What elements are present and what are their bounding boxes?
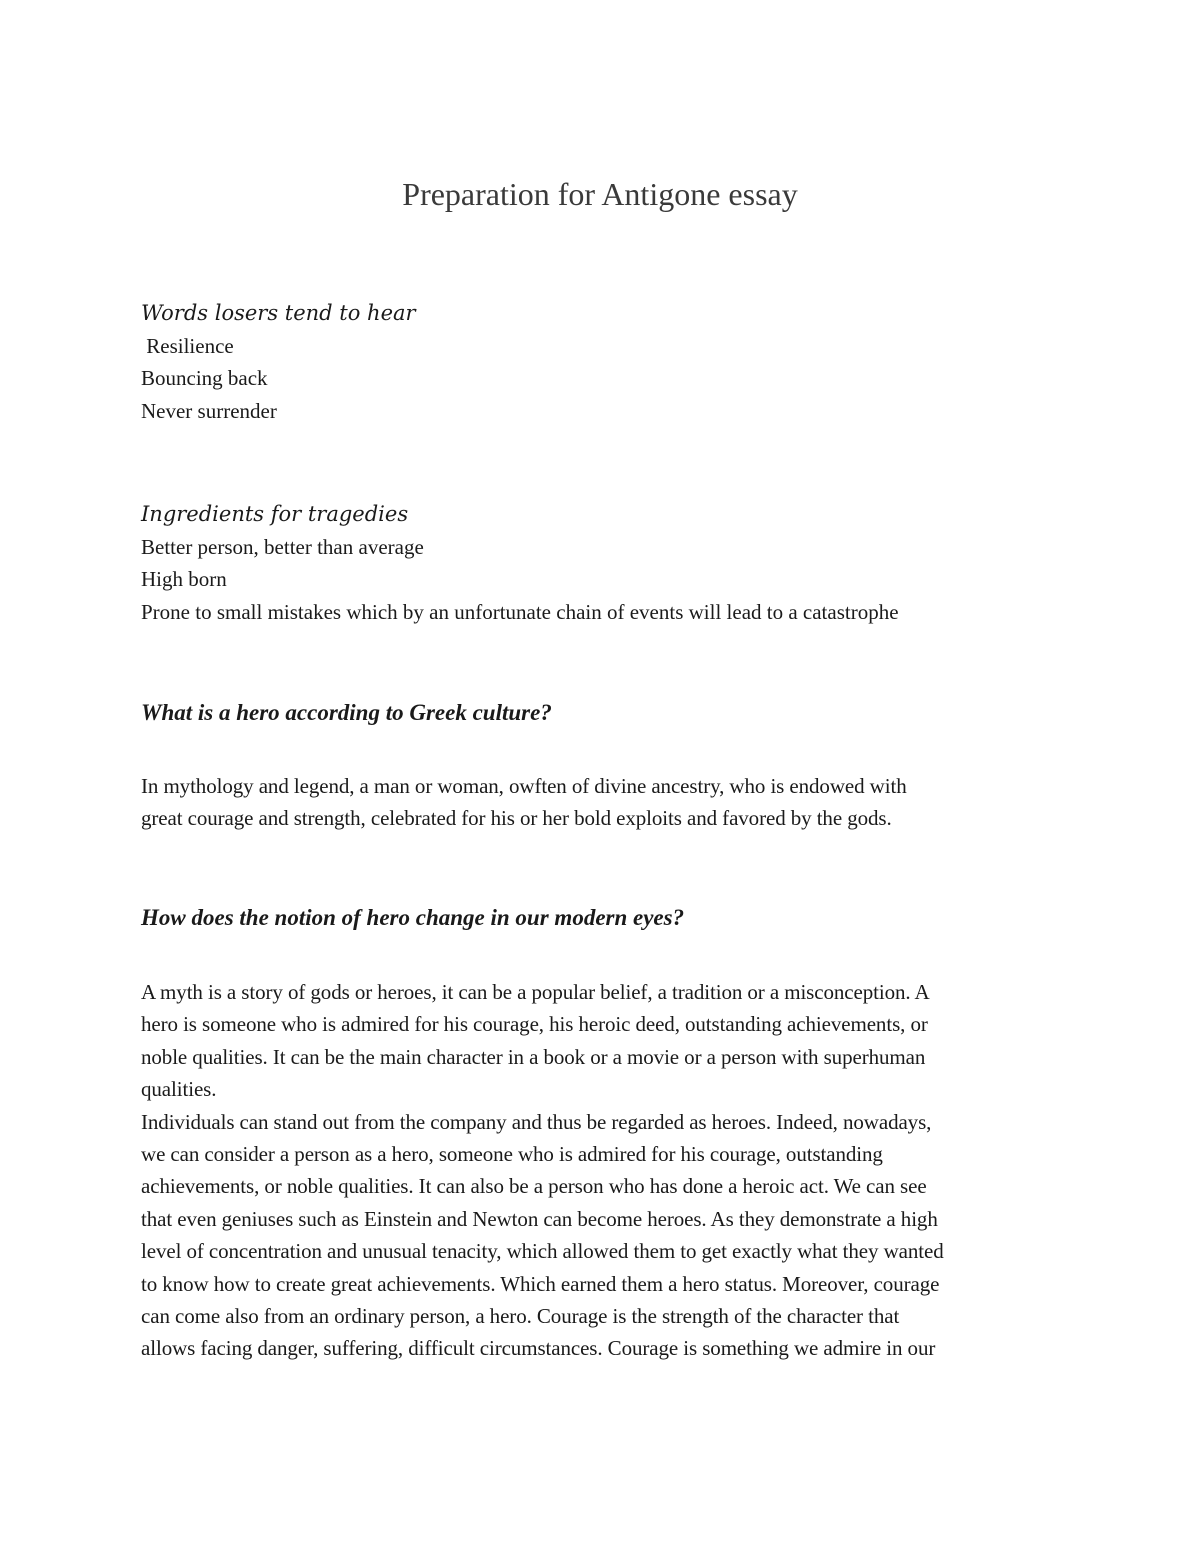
paragraph-line: qualities. — [141, 1077, 217, 1102]
answer-paragraph — [141, 770, 1061, 835]
page-title: Preparation for Antigone essay — [402, 176, 798, 212]
paragraph-line: A myth is a story of gods or heroes, it can be a popular belief, a tradition or a misconception. A — [141, 980, 930, 1004]
list-item: Prone to small mistakes which by an unfortunate chain of events will lead to a catastrophe — [141, 599, 899, 624]
answer-paragraph — [141, 976, 1061, 1365]
section-heading: Words losers tend to hear — [141, 301, 416, 325]
paragraph-line: achievements, or noble qualities. It can also be a person who has done a heroic act. We can see — [141, 1174, 927, 1199]
paragraph-line: can come also from an ordinary person, a hero. Courage is the strength of the character that — [141, 1304, 900, 1329]
section-ingredients-tragedies — [141, 497, 1061, 628]
paragraph-line: In mythology and legend, a man or woman, owften of divine ancestry, who is endowed with — [141, 774, 907, 798]
question-heading: What is a hero according to Greek culture? — [141, 700, 552, 725]
paragraph-line: level of concentration and unusual tenacity, which allowed them to get exactly what they wanted — [141, 1239, 944, 1264]
list-item: Resilience — [141, 334, 234, 358]
section-heading: Ingredients for tragedies — [141, 502, 409, 526]
question-heading: How does the notion of hero change in our modern eyes? — [141, 905, 685, 930]
section-words-losers — [141, 296, 1061, 427]
paragraph-line: noble qualities. It can be the main character in a book or a movie or a person with superhuman — [141, 1044, 926, 1069]
list-item: High born — [141, 567, 227, 592]
paragraph-line: great courage and strength, celebrated for his or her bold exploits and favored by the gods. — [141, 806, 892, 831]
paragraph-line: Individuals can stand out from the company and thus be regarded as heroes. Indeed, nowadays, — [141, 1109, 932, 1134]
paragraph-line: that even geniuses such as Einstein and Newton can become heroes. As they demonstrate a high — [141, 1206, 938, 1231]
paragraph-line: to know how to create great achievements. Which earned them a hero status. Moreover, courage — [141, 1271, 940, 1296]
list-item: Better person, better than average — [141, 535, 424, 559]
paragraph-line: hero is someone who is admired for his courage, his heroic deed, outstanding achievements, or — [141, 1012, 928, 1037]
list-item: Bouncing back — [141, 366, 268, 391]
list-item: Never surrender — [141, 398, 277, 423]
paragraph-line: allows facing danger, suffering, difficult circumstances. Courage is something we admire in our — [141, 1336, 936, 1361]
paragraph-line: we can consider a person as a hero, someone who is admired for his courage, outstanding — [141, 1142, 883, 1167]
